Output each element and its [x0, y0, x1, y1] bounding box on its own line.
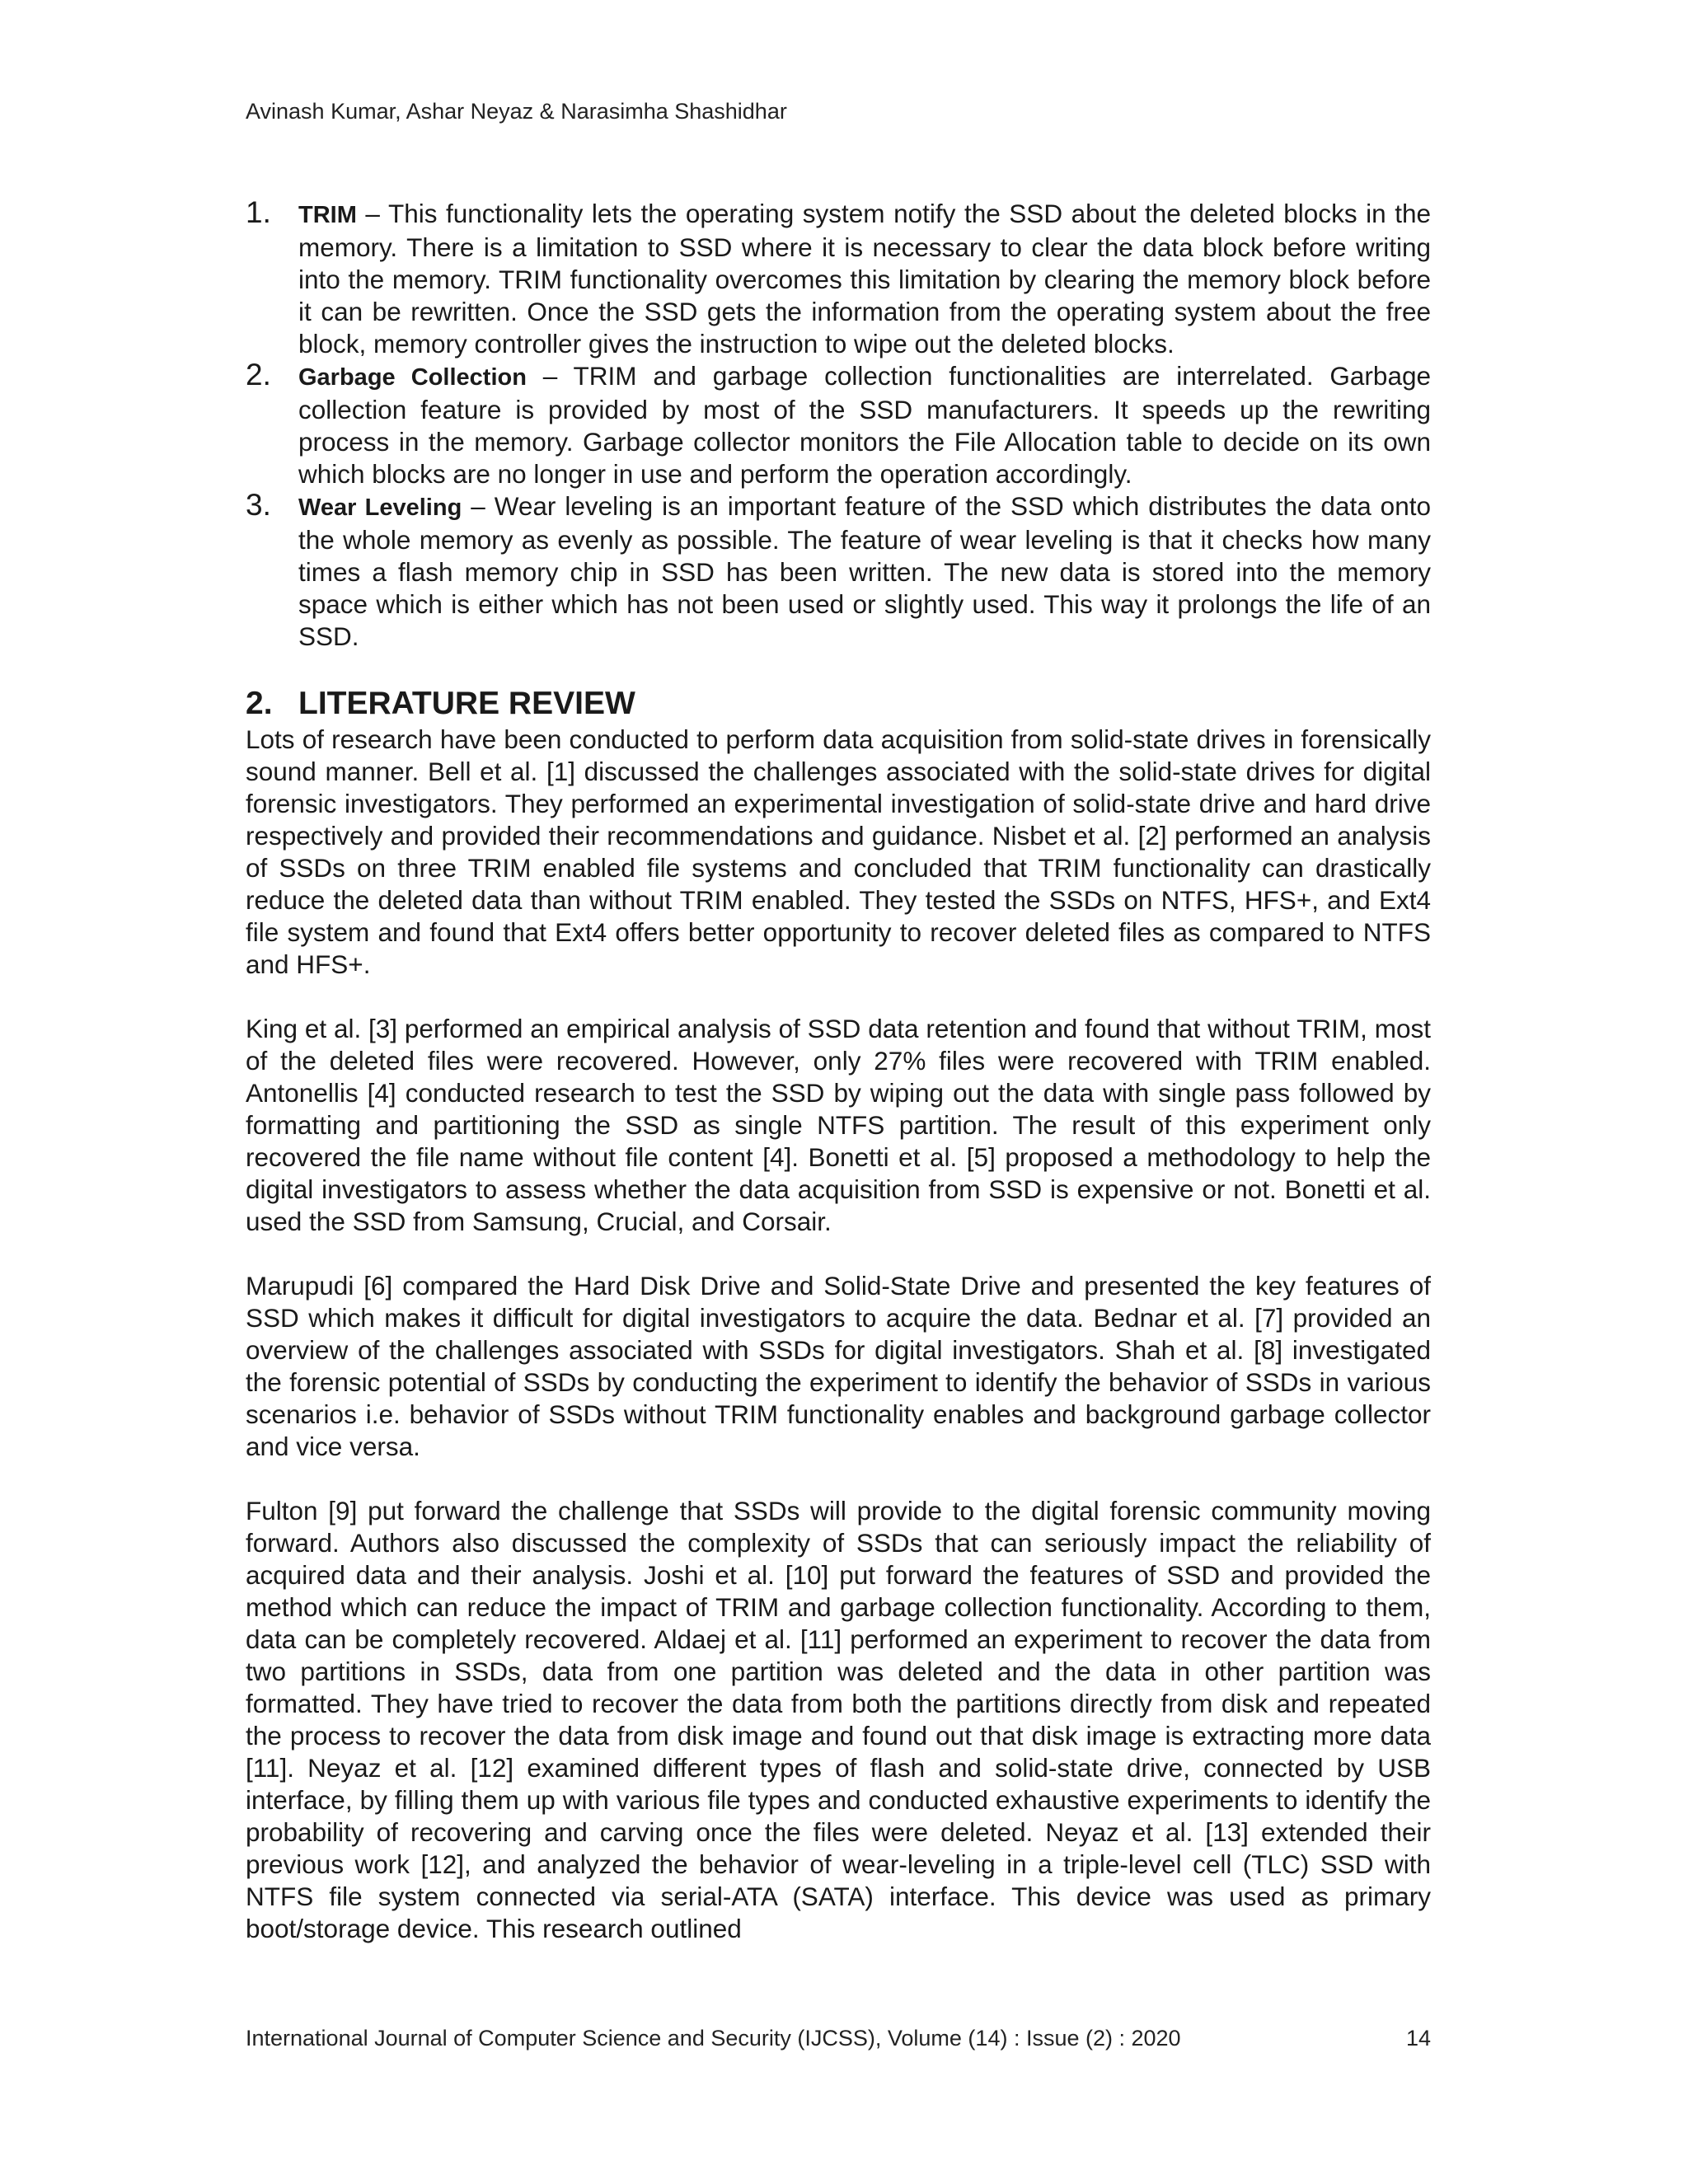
feature-description: – Wear leveling is an important feature of the SSD which distributes the data onto the whole memory as evenly as possible. The feature of wear leveling is that it checks how many times a flash memory chip in SSD has been written. The new data is stored into the memory space which is either which has not been used or slightly used. This way it prolongs the life of an SSD. [298, 491, 1431, 651]
paragraph: Fulton [9] put forward the challenge that SSDs will provide to the digital forensic community moving forward. Authors also discussed the complexity of SSDs that can seriously impact the reliability of acquired data and their analysis. Joshi et al. [10] put forward the features of SSD and provided the method which can reduce the impact of TRIM and garbage collection functionality. According to them, data can be completely recovered. Aldaej et al. [11] performed an experiment to recover the data from two partitions in SSDs, data from one partition was deleted and the data in other partition was formatted. They have tried to recover the data from both the partitions directly from disk and repeated the process to recover the data from disk image and found out that disk image is extracting more data [11]. Neyaz et al. [12] examined different types of flash and solid-state drive, connected by USB interface, by filling them up with various file types and conducted exhaustive experiments to identify the probability of recovering and carving once the files were deleted. Neyaz et al. [13] extended their previous work [12], and analyzed the behavior of wear-leveling in a triple-level cell (TLC) SSD with NTFS file system connected via serial-ATA (SATA) interface. This device was used as primary boot/storage device. This research outlined [246, 1496, 1431, 1943]
section-heading [246, 684, 1431, 724]
paragraph: King et al. [3] performed an empirical analysis of SSD data retention and found that without TRIM, most of the deleted files were recovered. However, only 27% files were recovered with TRIM enabled. Antonellis [4] conducted research to test the SSD by wiping out the data with single pass followed by formatting and partitioning the SSD as single NTFS partition. The result of this experiment only recovered the file name without file content [4]. Bonetti et al. [5] proposed a methodology to help the digital investigators to assess whether the data acquisition from SSD is expensive or not. Bonetti et al. used the SSD from Samsung, Crucial, and Corsair. [246, 1014, 1431, 1236]
feature-item-trim [246, 195, 1431, 360]
feature-term: Wear Leveling [298, 494, 462, 521]
section-number: 2. [246, 686, 273, 721]
feature-number: 2. [246, 358, 271, 391]
page-number: 14 [1405, 2026, 1431, 2050]
ssd-feature-list [246, 195, 1431, 653]
paragraph: Lots of research have been conducted to perform data acquisition from solid-state drives in forensically sound manner. Bell et al. [1] discussed the challenges associated with the solid-state drives for digital forensic investigators. They performed an experimental investigation of solid-state drive and hard drive respectively and provided their recommendations and guidance. Nisbet et al. [2] performed an analysis of SSDs on three TRIM enabled file systems and concluded that TRIM functionality can drastically reduce the deleted data than without TRIM enabled. They tested the SSDs on NTFS, HFS+, and Ext4 file system and found that Ext4 offers better opportunity to recover deleted files as compared to NTFS and HFS+. [246, 724, 1431, 979]
section-title: LITERATURE REVIEW [298, 686, 635, 721]
feature-term: TRIM [298, 202, 357, 228]
feature-description: – TRIM and garbage collection functionalities are interrelated. Garbage collection feature is provided by most of the SSD manufacturers. It speeds up the rewriting process in the memory. Garbage collector monitors the File Allocation table to decide on its own which blocks are no longer in use and perform the operation accordingly. [298, 361, 1431, 489]
feature-description: – This functionality lets the operating system notify the SSD about the deleted blocks in the memory. There is a limitation to SSD where it is necessary to clear the data block before writing into the memory. TRIM functionality overcomes this limitation by clearing the memory block before it can be rewritten. Once the SSD gets the information from the operating system about the free block, memory controller gives the instruction to wipe out the deleted blocks. [298, 199, 1431, 359]
paragraph: Marupudi [6] compared the Hard Disk Drive and Solid-State Drive and presented the key features of SSD which makes it difficult for digital investigators to acquire the data. Bednar et al. [7] provided an overview of the challenges associated with SSDs for digital investigators. Shah et al. [8] investigated the forensic potential of SSDs by conducting the experiment to identify the behavior of SSDs in various scenarios i.e. behavior of SSDs without TRIM functionality enables and background garbage collector and vice versa. [246, 1271, 1431, 1461]
journal-citation: International Journal of Computer Science and Security (IJCSS), Volume (14) : Issue (2) : 2020 [246, 2026, 1181, 2050]
feature-term: Garbage Collection [298, 364, 527, 391]
feature-item-garbage-collection [246, 360, 1431, 490]
page-body [246, 195, 1431, 1977]
feature-number: 3. [246, 488, 271, 522]
running-header: Avinash Kumar, Ashar Neyaz & Narasimha Shashidhar [246, 99, 787, 124]
feature-number: 1. [246, 195, 271, 229]
feature-item-wear-leveling [246, 490, 1431, 653]
